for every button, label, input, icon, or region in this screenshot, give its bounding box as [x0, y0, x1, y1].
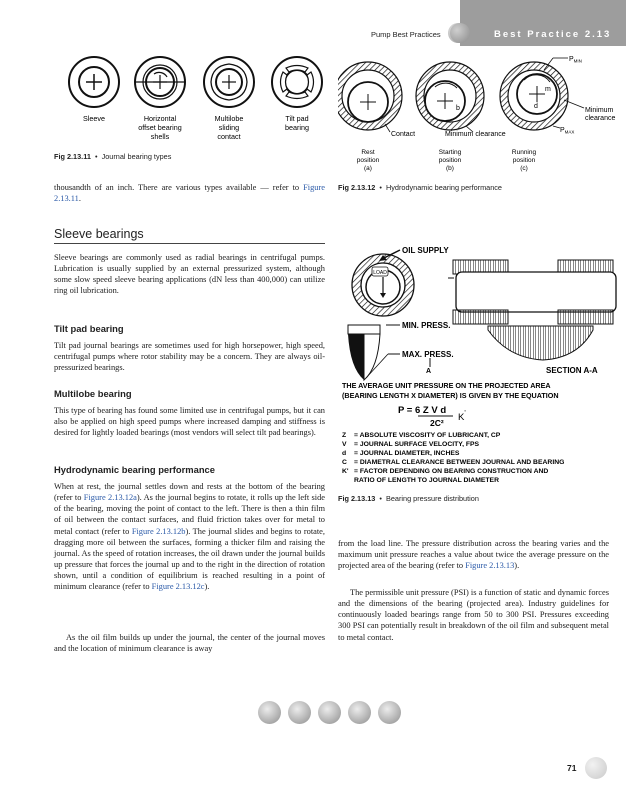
pos-c-3: (c) — [520, 165, 528, 172]
svg-text:= ABSOLUTE VISCOSITY OF LUBRIC: = ABSOLUTE VISCOSITY OF LUBRICANT, CP — [354, 432, 501, 439]
bearing-rest-position — [338, 62, 402, 130]
label-horizontal-1: Horizontal — [143, 114, 177, 123]
pos-c-1: Running — [511, 149, 537, 156]
multilobe-bearing-icon — [204, 57, 254, 107]
letter-m: m — [545, 86, 551, 93]
label-tilt-2: bearing — [285, 123, 309, 132]
paragraph-tilt-pad: Tilt pad journal bearings are sometimes used for high horsepower, high speed, centrifugal pumps where rotor stability may be a concern. They are always oil-pressurized bearings. — [54, 341, 325, 373]
section-tab-label: Best Practice 2.13 — [494, 29, 612, 40]
svg-text:d: d — [342, 450, 347, 457]
link-figure-2-13-11[interactable]: Figure 2.13.11 — [54, 183, 325, 204]
letter-d: d — [534, 103, 538, 110]
equation-legend — [342, 432, 564, 484]
label-horizontal-3: shells — [150, 132, 170, 141]
min-clearance-label: Minimum clearance — [445, 131, 506, 138]
tilt-pad-bearing-icon — [272, 57, 322, 107]
section-aa-label: SECTION A-A — [546, 366, 598, 375]
link-figure-2-13-12c[interactable]: Figure 2.13.12c — [151, 582, 205, 592]
heading-multilobe: Multilobe bearing — [54, 388, 132, 399]
svg-text:= JOURNAL DIAMETER, INCHES: = JOURNAL DIAMETER, INCHES — [354, 450, 460, 457]
figure-journal-bearing-types — [54, 50, 326, 150]
bearing-types-drawing — [54, 50, 326, 150]
heading-tilt-pad: Tilt pad bearing — [54, 323, 124, 334]
section-circle — [352, 254, 414, 316]
label-horizontal-2: offset bearing — [138, 123, 182, 132]
paragraph-oil-film: As the oil film builds up under the journal, the center of the journal moves and the location of minimum clearance is away — [54, 633, 325, 654]
label-multilobe-3: contact — [217, 132, 241, 141]
letter-b: b — [456, 105, 460, 112]
label-sleeve: Sleeve — [83, 114, 105, 123]
figure-caption-2-13-12: Fig 2.13.12 • Hydrodynamic bearing performance — [338, 183, 502, 192]
hydrodynamic-drawing — [338, 50, 623, 178]
pmax-label: $P_{MAX}$ — [560, 127, 575, 135]
decor-disc — [378, 701, 401, 724]
svg-text:K': K' — [342, 468, 349, 475]
decor-disc — [318, 701, 341, 724]
svg-text:= DIAMETRAL CLEARANCE BETWEEN: = DIAMETRAL CLEARANCE BETWEEN JOURNAL AND BEARING — [354, 459, 565, 466]
contact-label: Contact — [391, 131, 416, 138]
pos-b-2: position — [438, 157, 462, 164]
pos-a-3: (a) — [364, 165, 372, 172]
paragraph-intro: thousandth of an inch. There are various types available — refer to Figure 2.13.11. — [54, 183, 325, 204]
link-figure-2-13-13[interactable]: Figure 2.13.13 — [465, 561, 515, 571]
shaft-side-view — [448, 260, 616, 360]
equation-k: K' — [458, 410, 466, 423]
figure-caption-2-13-11: Fig 2.13.11 • Journal bearing types — [54, 152, 172, 161]
equation-numerator: P = 6 Z V d — [398, 405, 447, 416]
decor-disc — [258, 701, 281, 724]
pos-a-1: Rest — [361, 149, 375, 156]
svg-text:C: C — [342, 459, 347, 466]
paragraph-sleeve: Sleeve bearings are commonly used as radial bearings in centrifugal pumps. Lubrication is usually supplied by an external pressurized system, although some slow speed sleeve bearing applications (dN less than 400,000) can utilize ring oil lubrication. — [54, 253, 325, 296]
decor-disc — [288, 701, 311, 724]
svg-text:V: V — [342, 441, 347, 448]
heading-sleeve-bearings: Sleeve bearings — [54, 227, 144, 241]
pmin-label: $P_{MIN}$ — [569, 56, 582, 64]
pos-c-2: position — [512, 157, 536, 164]
decor-disc — [348, 701, 371, 724]
bearing-running-position — [500, 62, 568, 130]
running-header: Pump Best Practices — [371, 30, 441, 39]
label-multilobe-2: sliding — [218, 123, 240, 132]
oil-supply-label: OIL SUPPLY — [402, 246, 449, 255]
heading-hydrodynamic: Hydrodynamic bearing performance — [54, 464, 215, 475]
section-tab — [460, 0, 626, 46]
equation-statement-2: (BEARING LENGTH X DIAMETER) IS GIVEN BY THE EQUATION — [342, 391, 559, 400]
pos-a-2: position — [356, 157, 380, 164]
heading-rule — [54, 243, 325, 244]
figure-bearing-pressure-distribution — [338, 240, 623, 488]
min-clearance-right-1: Minimum — [585, 107, 614, 114]
a-mark-left: A — [426, 368, 432, 375]
page-number-decor-disc — [585, 757, 607, 779]
figure-caption-2-13-13: Fig 2.13.13 • Bearing pressure distribution — [338, 494, 479, 503]
link-figure-2-13-12a[interactable]: Figure 2.13.12a — [83, 493, 137, 503]
min-press-label: MIN. PRESS. — [402, 321, 451, 330]
bearing-starting-position — [416, 62, 484, 130]
svg-text:RATIO OF LENGTH TO JOURNAL DIA: RATIO OF LENGTH TO JOURNAL DIAMETER — [354, 477, 500, 484]
pressure-distribution-drawing — [338, 240, 623, 488]
equation-denominator: 2C² — [430, 418, 444, 428]
label-tilt-1: Tilt pad — [285, 114, 309, 123]
paragraph-permissible-pressure: The permissible unit pressure (PSI) is a function of static and dynamic forces and the dimensions of the bearing (projected area). Industry guidelines for continuously loaded bearings range from 50 to 300 PSI. Pressures exceeding 300 PSI can potentially result in breakdown of the oil film and subsequent metal to metal contact. — [338, 588, 609, 642]
load-label: LOAD — [373, 270, 387, 276]
paragraph-hydrodynamic: When at rest, the journal settles down and rests at the bottom of the bearing (refer to Figure 2.13.12a). As the journal begins to rotate, it rolls up the left side of the bearing, moving the point of contact to the left. There is then a thin film of oil between the contact surfaces, and fluid friction takes over for metal to metal contact (refer to Figure 2.13.12b). The journal slides and begins to rotate, dragging more oil between the surfaces, forming a thicker film and raising the journal. As the speed of rotation increases, the oil drawn under the journal builds up pressure that forces the journal up and to the right in the direction of rotation shown, until a condition of equilibrium is reached resulting in a point of minimum clearance (refer to Figure 2.13.12c). — [54, 482, 325, 592]
figure-hydrodynamic-bearing-performance — [338, 50, 623, 178]
pos-b-3: (b) — [446, 165, 454, 172]
min-clearance-right-2: clearance — [585, 115, 616, 122]
link-figure-2-13-12b[interactable]: Figure 2.13.12b — [131, 526, 186, 536]
paragraph-pressure-distribution: from the load line. The pressure distribution across the bearing varies and the maximum unit pressure reaches a value about twice the average pressure on the projected area of the bearing (refer to Figure 2.13.13). — [338, 539, 609, 571]
svg-text:= FACTOR DEPENDING ON BEARING: = FACTOR DEPENDING ON BEARING CONSTRUCTION AND — [354, 468, 549, 475]
max-press-label: MAX. PRESS. — [402, 350, 454, 359]
svg-text:Z: Z — [342, 432, 347, 439]
pos-b-1: Starting — [438, 149, 462, 156]
paragraph-multilobe: This type of bearing has found some limited use in centrifugal pumps, but it can also be applied on high speed pumps where increased damping and stiffness is desired for lightly loaded bearings (most vendors will select tilt pad bearings). — [54, 406, 325, 438]
header-decor-disc — [450, 23, 470, 43]
svg-text:= JOURNAL SURFACE VELOCITY, FP: = JOURNAL SURFACE VELOCITY, FPS — [354, 441, 480, 448]
offset-bearing-icon — [135, 57, 185, 107]
label-multilobe-1: Multilobe — [214, 114, 244, 123]
equation-statement-1: THE AVERAGE UNIT PRESSURE ON THE PROJECTED AREA — [342, 381, 551, 390]
sleeve-bearing-icon — [69, 57, 119, 107]
page-number: 71 — [567, 763, 577, 773]
